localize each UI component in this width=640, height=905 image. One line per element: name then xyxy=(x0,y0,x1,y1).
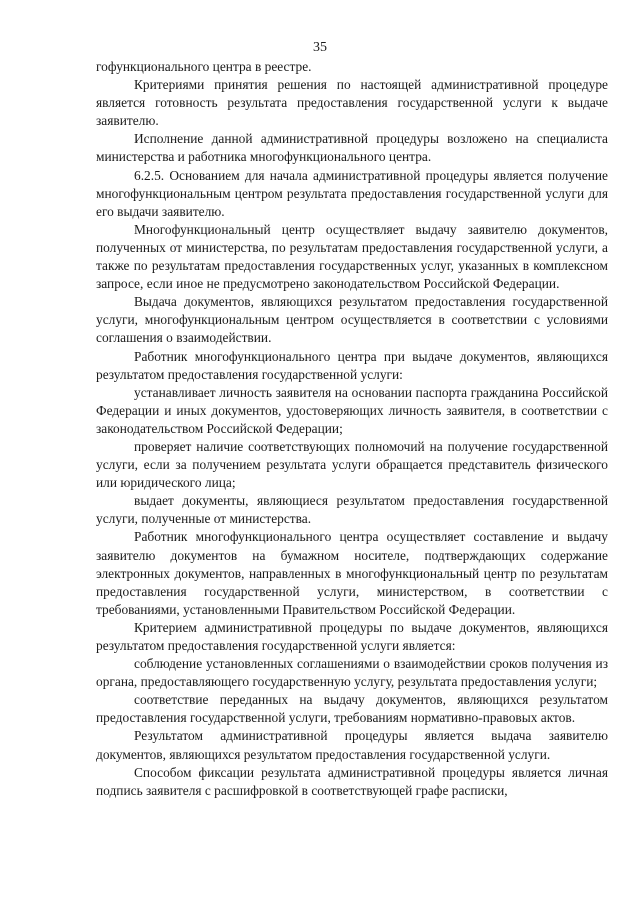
paragraph: гофункционального центра в реестре. xyxy=(96,59,312,74)
paragraph: 6.2.5. Основанием для начала административной процедуры является получение многофункциональным центром результата предоставления государственной услуги для его выдачи заявителю. xyxy=(96,167,608,219)
paragraph: соблюдение установленных соглашениями о взаимодействии сроков получения из органа, предоставляющего государственную услугу, результата предоставления услуги; xyxy=(96,656,608,690)
paragraph: Исполнение данной административной процедуры возложено на специалиста министерства и работника многофункционального центра. xyxy=(96,131,608,165)
page-number: 35 xyxy=(313,40,327,55)
document-body xyxy=(96,58,608,800)
paragraph: соответствие переданных на выдачу документов, являющихся результатом предоставления государственной услуги, требованиям нормативно-правовых актов. xyxy=(96,692,608,726)
paragraph: Результатом административной процедуры является выдача заявителю документов, являющихся результатом предоставления государственной услуги. xyxy=(96,728,608,762)
paragraph: проверяет наличие соответствующих полномочий на получение государственной услуги, если за получением результата услуги обращается представитель физического или юридического лица; xyxy=(96,438,608,491)
paragraph: Многофункциональный центр осуществляет выдачу заявителю документов, полученных от министерства, по результатам предоставления государственной услуги, а также по результатам предоставления государственных услуг, указанных в комплексном запросе, если иное не предусмотрено законодательством Российской Федерации. xyxy=(96,221,608,292)
paragraph: Работник многофункционального центра осуществляет составление и выдачу заявителю документов на бумажном носителе, подтверждающих содержание электронных документов, направленных в многофункциональный центр по результатам предоставления государственной услуги, министерством, в соответствии с требованиями, установленными Правительством Российской Федерации. xyxy=(96,529,608,617)
paragraph: Критерием административной процедуры по выдаче документов, являющихся результатом предоставления государственной услуги является: xyxy=(96,619,608,653)
paragraph: Способом фиксации результата административной процедуры является личная подпись заявителя с расшифровкой в соответствующей графе расписки, xyxy=(96,764,608,798)
paragraph: Критериями принятия решения по настоящей административной процедуре является готовность результата предоставления государственной услуги к выдаче заявителю. xyxy=(96,77,608,129)
paragraph: устанавливает личность заявителя на основании паспорта гражданина Российской Федерации и иных документов, удостоверяющих личность заявителя, в соответствии с законодательством Российской Федерации; xyxy=(96,384,608,436)
paragraph: Выдача документов, являющихся результатом предоставления государственной услуги, многофункциональным центром осуществляется в соответствии с условиями соглашения о взаимодействии. xyxy=(96,294,608,346)
paragraph: Работник многофункционального центра при выдаче документов, являющихся результатом предоставления государственной услуги: xyxy=(96,348,608,382)
paragraph: выдает документы, являющиеся результатом предоставления государственной услуги, полученные от министерства. xyxy=(96,493,608,527)
